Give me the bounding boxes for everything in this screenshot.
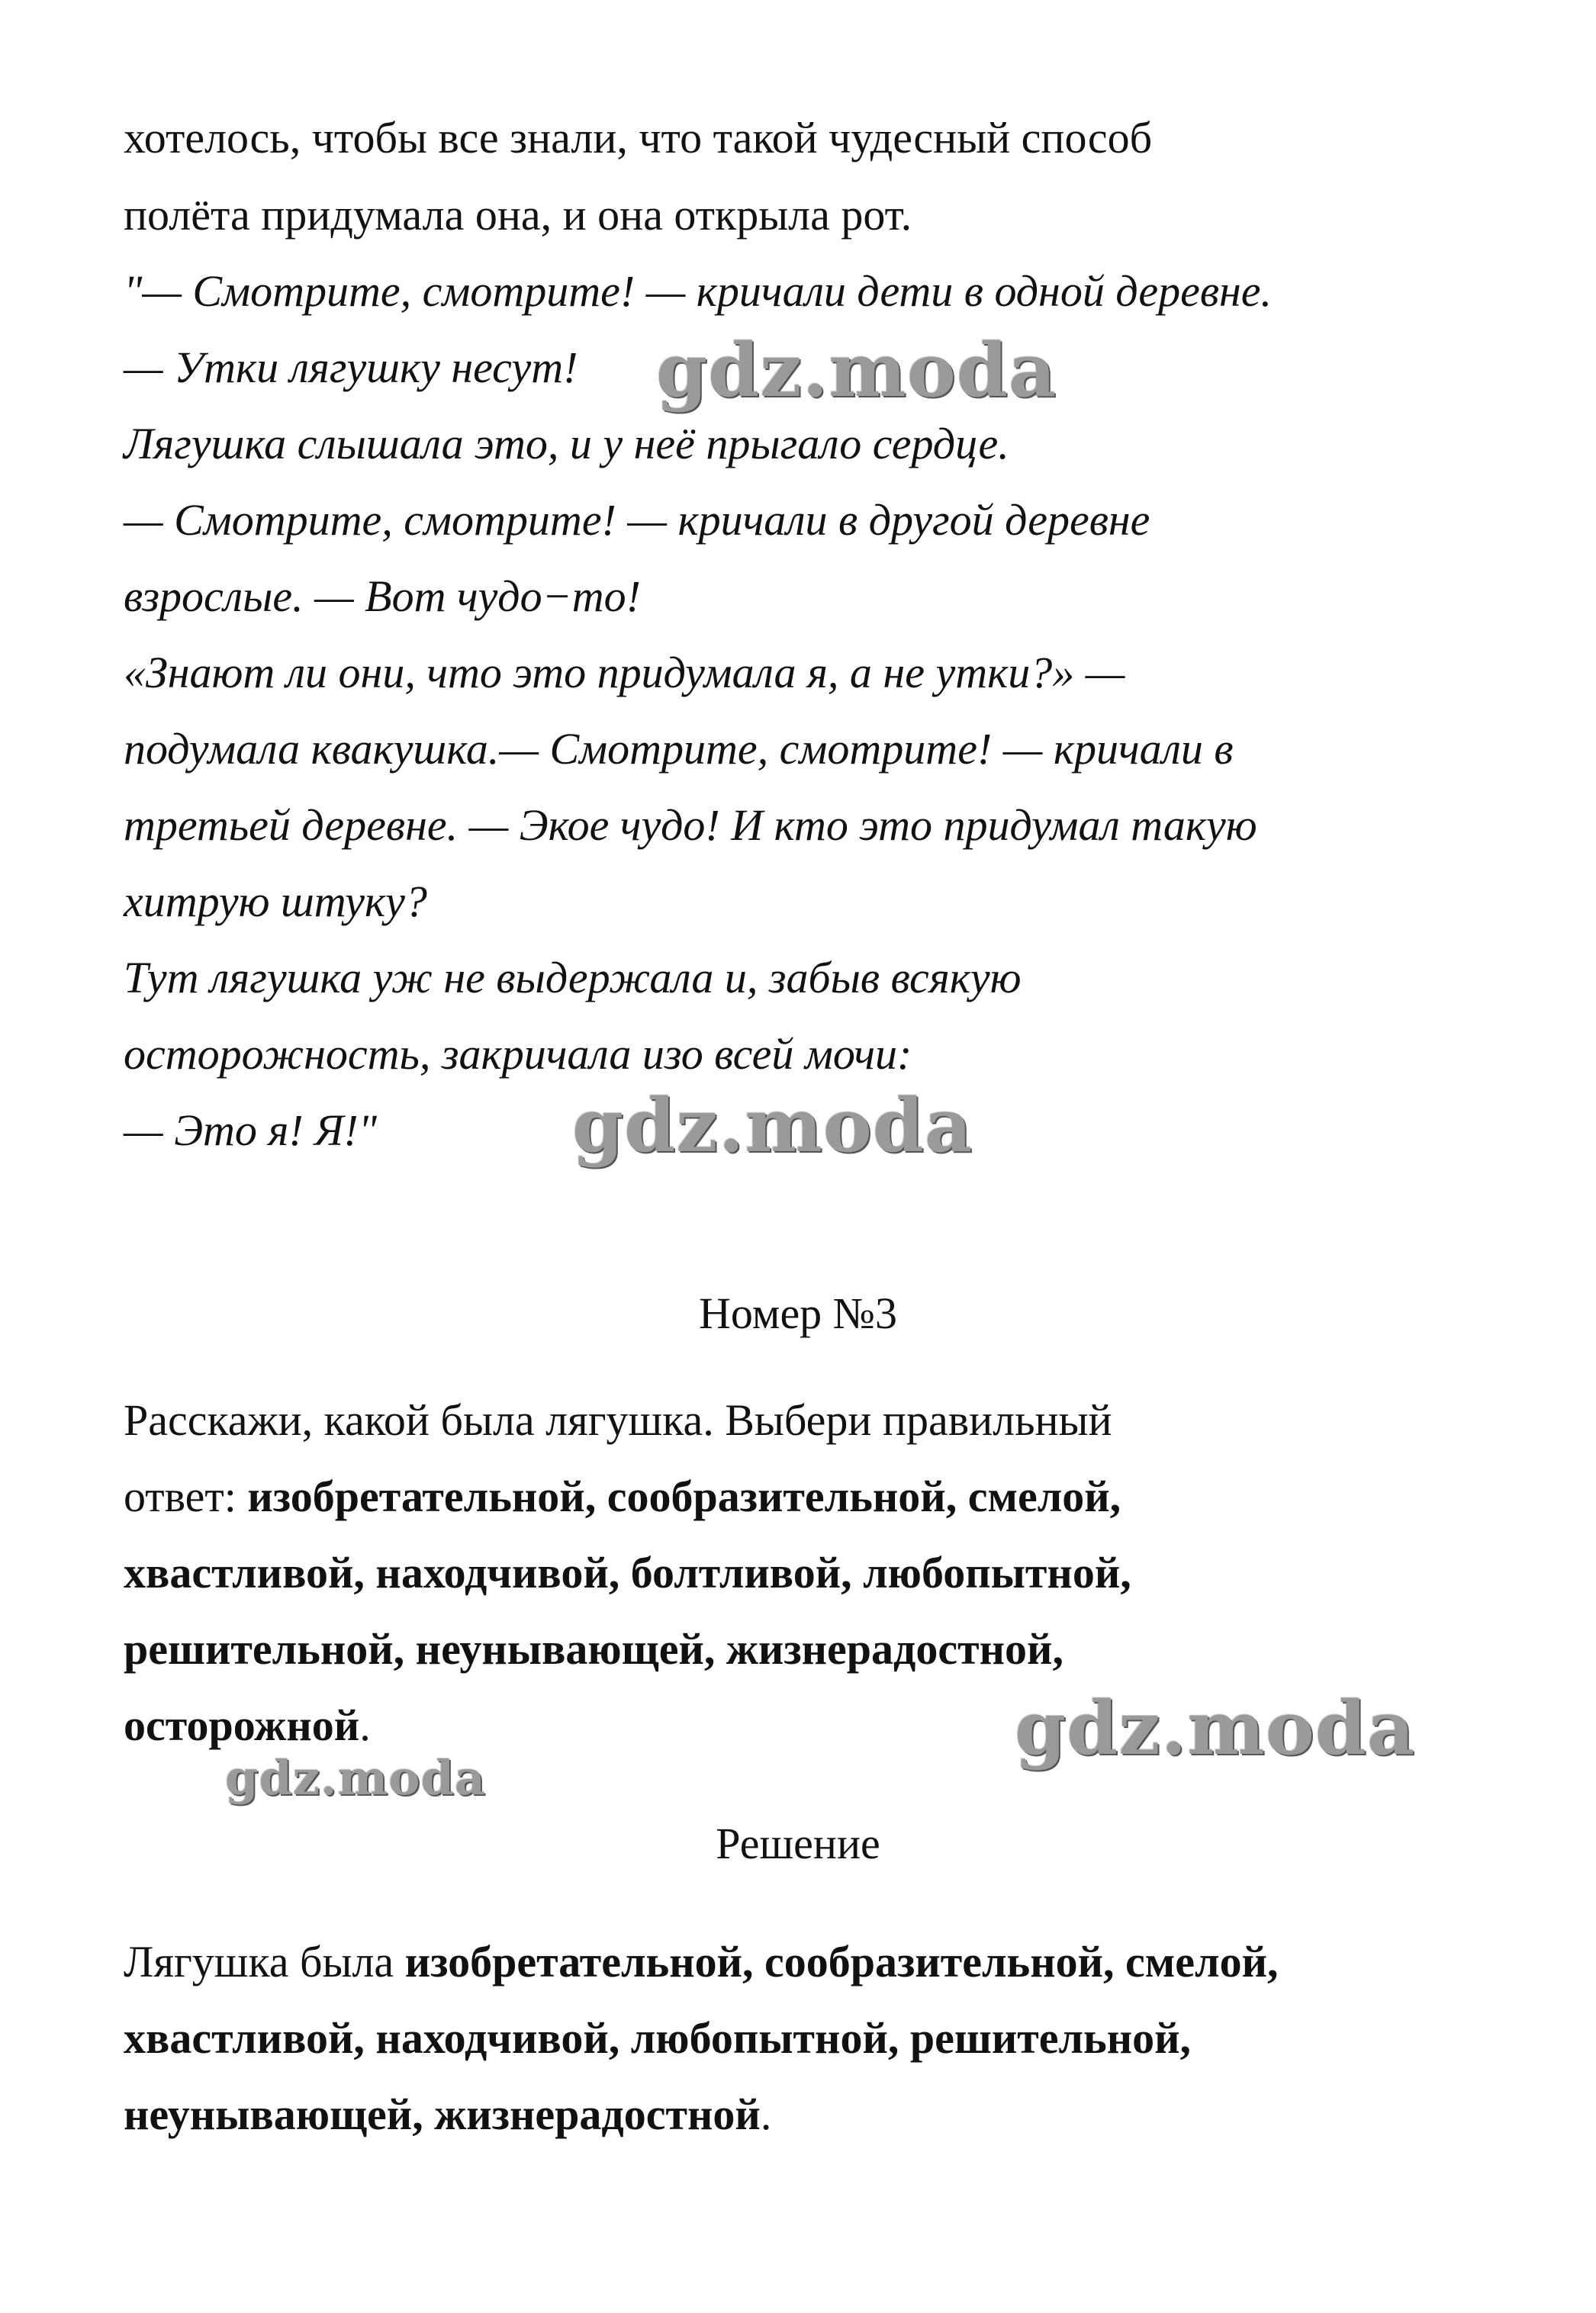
solution-answer: изобретательной, сообразительной, смелой,	[404, 1937, 1279, 1986]
story-line: третьей деревне. — Экое чудо! И кто это придумал такую	[124, 800, 1257, 850]
story-line: полёта придумала она, и она открыла рот.	[124, 190, 912, 240]
watermark: gdz.moda	[572, 1083, 973, 1169]
watermark: gdz.moda	[656, 327, 1057, 413]
story-line: «Знают ли они, что это придумала я, а не утки?» —	[124, 648, 1125, 697]
watermark: gdz.moda	[225, 1750, 486, 1806]
story-line: хотелось, чтобы все знали, что такой чудесный способ	[124, 113, 1153, 162]
task-line	[124, 1395, 1112, 1445]
task-heading: Номер №3	[698, 1288, 898, 1338]
task-line	[124, 1472, 1121, 1521]
solution-text: Лягушка была	[124, 1937, 405, 1986]
task-options: изобретательной, сообразительной, смелой,	[247, 1472, 1121, 1521]
task-options: решительной, неунывающей, жизнерадостной,	[124, 1624, 1063, 1674]
solution-line	[124, 1937, 1279, 1986]
task-options: хвастливой, находчивой, болтливой, любопытной,	[124, 1548, 1131, 1597]
task-options: осторожной	[124, 1700, 360, 1750]
task-text: .	[359, 1700, 371, 1750]
task-line	[124, 1700, 371, 1750]
watermark: gdz.moda	[1015, 1685, 1416, 1771]
story-line: подумала квакушка.— Смотрите, смотрите! — кричали в	[124, 724, 1234, 774]
solution-line	[124, 2089, 772, 2139]
solution-answer: неунывающей, жизнерадостной	[124, 2089, 761, 2139]
story-line: — Смотрите, смотрите! — кричали в другой деревне	[124, 495, 1150, 545]
story-line: хитрую штуку?	[124, 877, 427, 926]
story-line: "— Смотрите, смотрите! — кричали дети в одной деревне.	[124, 266, 1273, 316]
solution-answer: хвастливой, находчивой, любопытной, решительной,	[124, 2013, 1192, 2063]
story-line: осторожность, закричала изо всей мочи:	[124, 1029, 912, 1079]
story-line: Тут лягушка уж не выдержала и, забыв всякую	[124, 953, 1022, 1002]
story-line: — Утки лягушку несут!	[124, 343, 578, 392]
solution-heading: Решение	[716, 1819, 880, 1868]
story-line: взрослые. — Вот чудо−то!	[124, 571, 641, 621]
task-text: ответ:	[124, 1472, 248, 1521]
task-text: Расскажи, какой была лягушка. Выбери правильный	[124, 1395, 1112, 1445]
story-line: Лягушка слышала это, и у неё прыгало сердце.	[124, 419, 1009, 468]
solution-text: .	[760, 2089, 772, 2139]
story-line: — Это я! Я!"	[124, 1105, 377, 1155]
